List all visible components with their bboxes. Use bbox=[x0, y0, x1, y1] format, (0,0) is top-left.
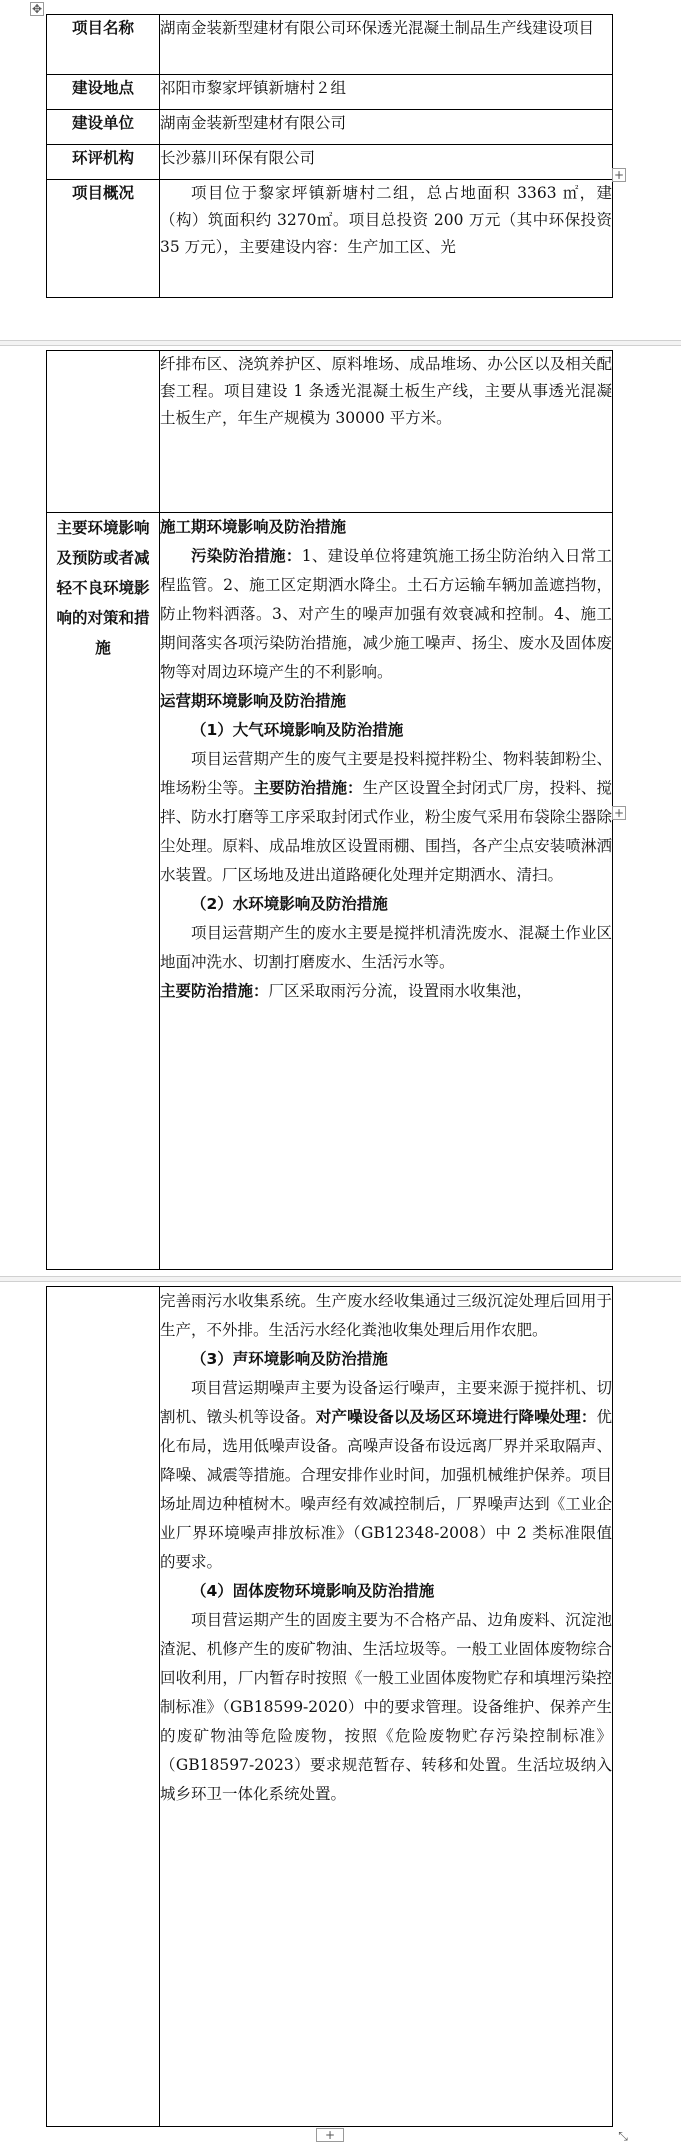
water-text-1: 项目运营期产生的废水主要是搅拌机清洗废水、混凝土作业区地面冲洗水、切割打磨废水、生活污水等。 bbox=[160, 924, 612, 971]
label-measures: 主要环境影响及预防或者减轻不良环境影响的对策和措施 bbox=[47, 513, 160, 1270]
air-paragraph bbox=[160, 745, 612, 890]
value-location bbox=[160, 75, 613, 110]
value-measures-part2 bbox=[160, 1287, 613, 2127]
label-measures-cont bbox=[47, 1287, 160, 2127]
eia-agency-text: 长沙慕川环保有限公司 bbox=[160, 149, 316, 167]
label-overview: 项目概况 bbox=[47, 180, 160, 298]
document-page-1 bbox=[0, 0, 681, 340]
add-row-button[interactable]: + bbox=[613, 806, 625, 820]
noise-title: （3）声环境影响及防治措施 bbox=[191, 1350, 388, 1368]
solid-title: （4）固体废物环境影响及防治措施 bbox=[191, 1582, 435, 1600]
construction-text: 1、建设单位将建筑施工扬尘防治纳入日常工程监管。2、施工区定期洒水降尘。土石方运输车辆加盖遮挡物，防止物料洒落。3、对产生的噪声加强有效衰减和控制。4、施工期间落实各项污染防治措施，减少施工噪声、扬尘、废水及固体废物等对周边环境产生的不利影响。 bbox=[160, 547, 612, 681]
project-name-text: 湖南金装新型建材有限公司环保透光混凝土制品生产线建设项目 bbox=[160, 19, 595, 37]
label-project-name: 项目名称 bbox=[47, 15, 160, 75]
construction-title: 施工期环境影响及防治措施 bbox=[160, 518, 347, 536]
noise-text-2: 优化布局，选用低噪声设备。高噪声设备布设远离厂界并采取隔声、降噪、减震等措施。合理安排作业时间，加强机械维护保养。项目场址周边种植树木。噪声经有效减控制后，厂界噪声达到《工业企业厂界环境噪声排放标准》（GB12348-2008）中 2 类标准限值的要求。 bbox=[160, 1408, 612, 1571]
operation-title: 运营期环境影响及防治措施 bbox=[160, 692, 347, 710]
label-builder: 建设单位 bbox=[47, 110, 160, 145]
table-row bbox=[47, 110, 613, 145]
table-row bbox=[47, 75, 613, 110]
noise-text-1: 项目营运期噪声主要为设备运行噪声，主要来源于搅拌机、切割机、镦头机等设备。 bbox=[160, 1379, 612, 1426]
air-text-1: 项目运营期产生的废气主要是投料搅拌粉尘、物料装卸粉尘、堆场粉尘等。 bbox=[160, 750, 612, 797]
construction-keyword: 污染防治措施： bbox=[191, 547, 302, 565]
solid-text: 项目营运期产生的固废主要为不合格产品、边角废料、沉淀池渣泥、机修产生的废矿物油、生活垃圾等。一般工业固体废物综合回收利用，厂内暂存时按照《一般工业固体废物贮存和填埋污染控制标准》（GB18599-2020）中的要求管理。设备维护、保养产生的废矿物油等危险废物，按照《危险废物贮存污染控制标准》（GB18597-2023）要求规范暂存、转移和处置。生活垃圾纳入城乡环卫一体化系统处置。 bbox=[160, 1611, 612, 1803]
label-overview-cont bbox=[47, 351, 160, 513]
overview-text-part1: 项目位于黎家坪镇新塘村二组，总占地面积 3363 ㎡，建（构）筑面积约 3270㎡。项目总投资 200 万元（其中环保投资 35 万元），主要建设内容：生产加工区、光 bbox=[160, 184, 612, 256]
builder-text: 湖南金装新型建材有限公司 bbox=[160, 114, 347, 132]
label-eia-agency: 环评机构 bbox=[47, 145, 160, 180]
water-paragraph-a bbox=[160, 977, 612, 1006]
table-move-handle-icon[interactable]: ✥ bbox=[31, 2, 43, 16]
document-page-3 bbox=[0, 1282, 681, 2147]
water-text-2b: 完善雨污水收集系统。生产废水经收集通过三级沉淀处理后回用于生产，不外排。生活污水经化粪池收集处理后用作农肥。 bbox=[160, 1292, 612, 1339]
overview-text-part2: 纤排布区、浇筑养护区、原料堆场、成品堆场、办公区以及相关配套工程。项目建设 1 条透光混凝土板生产线，主要从事透光混凝土板生产，年生产规模为 30000 平方米。 bbox=[160, 355, 612, 427]
table-row bbox=[47, 15, 613, 75]
value-measures-part1 bbox=[160, 513, 613, 1270]
water-keyword: 主要防治措施： bbox=[160, 982, 269, 1000]
construction-paragraph bbox=[160, 542, 612, 687]
value-overview-part2 bbox=[160, 351, 613, 513]
add-row-button[interactable]: + bbox=[613, 168, 625, 182]
table-row bbox=[47, 351, 613, 513]
add-column-button[interactable]: + bbox=[316, 2128, 344, 2142]
value-project-name bbox=[160, 15, 613, 75]
air-keyword: 主要防治措施： bbox=[253, 779, 363, 797]
value-builder bbox=[160, 110, 613, 145]
document-page-2 bbox=[0, 346, 681, 1276]
label-location: 建设地点 bbox=[47, 75, 160, 110]
noise-keyword: 对产噪设备以及场区环境进行降噪处理： bbox=[315, 1408, 597, 1426]
project-info-table-cont bbox=[46, 350, 613, 1270]
air-title: （1）大气环境影响及防治措施 bbox=[191, 721, 404, 739]
project-info-table bbox=[46, 14, 613, 298]
water-text-2a: 厂区采取雨污分流，设置雨水收集池， bbox=[268, 982, 533, 1000]
value-overview-part1 bbox=[160, 180, 613, 298]
table-row bbox=[47, 1287, 613, 2127]
table-row bbox=[47, 145, 613, 180]
location-text: 祁阳市黎家坪镇新塘村２组 bbox=[160, 79, 347, 97]
table-row bbox=[47, 180, 613, 298]
noise-paragraph bbox=[160, 1374, 612, 1577]
water-title: （2）水环境影响及防治措施 bbox=[191, 895, 388, 913]
table-resize-handle-icon[interactable]: ⤡ bbox=[616, 2130, 630, 2144]
project-info-table-cont-2 bbox=[46, 1286, 613, 2127]
air-text-2: 生产区设置全封闭式厂房，投料、搅拌、防水打磨等工序采取封闭式作业，粉尘废气采用布袋除尘器除尘处理。原料、成品堆放区设置雨棚、围挡，各产尘点安装喷淋洒水装置。厂区场地及进出道路硬化处理并定期洒水、清扫。 bbox=[160, 779, 612, 884]
table-row bbox=[47, 513, 613, 1270]
value-eia-agency bbox=[160, 145, 613, 180]
